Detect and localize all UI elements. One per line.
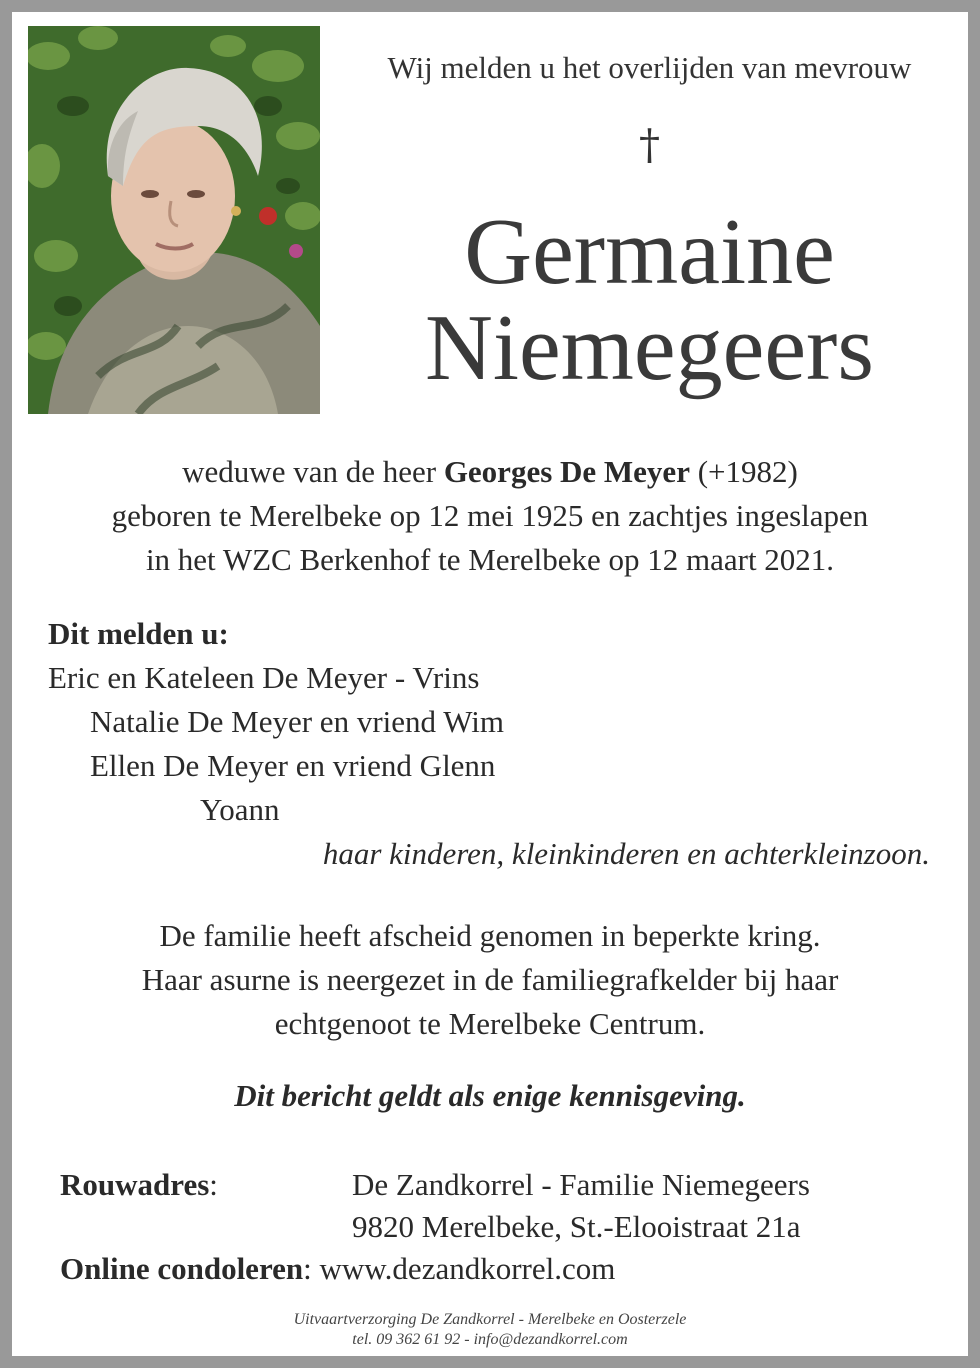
address-row-2 [60,1206,940,1248]
farewell-block [12,914,968,1046]
website-link[interactable]: www.dezandkorrel.com [319,1251,616,1286]
address-line-2: 9820 Merelbeke, St.-Elooistraat 21a [352,1209,801,1244]
bio-block [12,450,968,582]
portrait-photo [28,26,320,414]
first-name: Germaine [464,200,835,304]
notice-text: Dit bericht geldt als enige kennisgeving. [234,1078,746,1113]
footer [12,1310,968,1350]
bio-line-1-post: (+1982) [689,454,798,489]
deceased-name [332,200,967,400]
address-label-colon: : [209,1167,218,1202]
address-line-1: De Zandkorrel - Familie Niemegeers [352,1167,810,1202]
online-label [60,1251,615,1286]
intro-text: Wij melden u het overlijden van mevrouw [387,50,912,85]
farewell-line: Haar asurne is neergezet in de familiegrafkelder bij haar [141,962,839,997]
footer-line-2: tel. 09 362 61 92 - info@dezandkorrel.com [352,1331,628,1348]
announcer-line: Natalie De Meyer en vriend Wim [90,704,504,739]
last-name: Niemegeers [425,296,874,400]
address-label [60,1167,218,1202]
bio-line-1-pre: weduwe van de heer [182,454,444,489]
announcers-block [48,612,948,876]
address-block [60,1164,940,1290]
bio-line-1 [12,450,968,494]
bio-line-3: in het WZC Berkenhof te Merelbeke op 12 maart 2021. [145,542,835,577]
farewell-line: echtgenoot te Merelbeke Centrum. [274,1006,706,1041]
announcer-line: Eric en Kateleen De Meyer - Vrins [48,660,480,695]
footer-line-1: Uitvaartverzorging De Zandkorrel - Merelbeke en Oosterzele [293,1311,687,1328]
bio-line-2: geboren te Merelbeke op 12 mei 1925 en zachtjes ingeslapen [111,498,869,533]
online-label-colon: : [303,1251,312,1286]
farewell-line: De familie heeft afscheid genomen in beperkte kring. [159,918,821,953]
cross-symbol: † [639,120,660,169]
announcer-line: Ellen De Meyer en vriend Glenn [90,748,496,783]
announcer-line: Yoann [200,792,280,827]
online-label-text: Online condoleren [60,1251,304,1286]
announcers-header: Dit melden u: [48,616,229,651]
relation-text: haar kinderen, kleinkinderen en achterkleinzoon. [322,836,930,871]
address-row-1 [60,1164,940,1206]
portrait-image [28,26,320,414]
address-label-text: Rouwadres [60,1167,210,1202]
online-row [60,1248,940,1290]
spouse-name: Georges De Meyer [443,454,690,489]
